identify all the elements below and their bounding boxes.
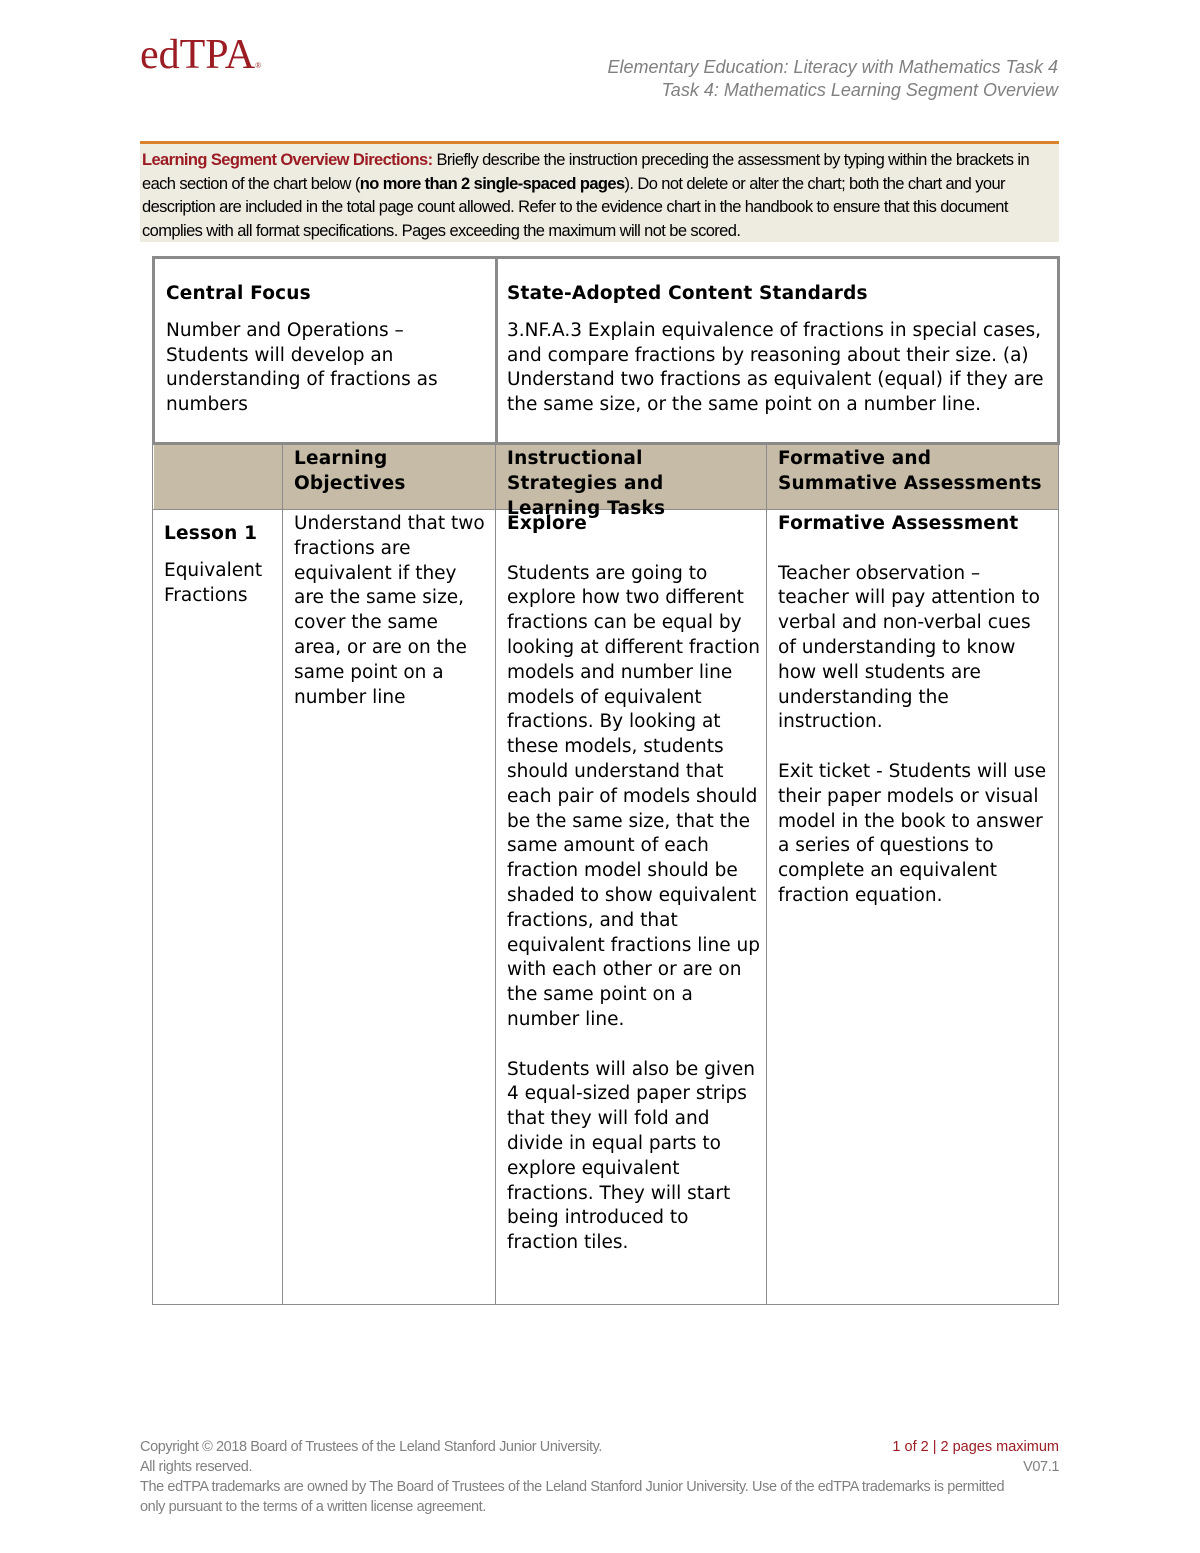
strategies-header-label: Instructional Strategies and Learning Tasks [507, 448, 666, 519]
assessments-header-label: Formative and Summative Assessments [778, 448, 1042, 494]
table-right-border [1058, 444, 1059, 1305]
objectives-header-label: Learning Objectives [294, 448, 406, 494]
learning-segment-table [152, 256, 1060, 1306]
lesson-subtitle: Equivalent Fractions [164, 559, 263, 606]
standards-cell [496, 272, 1058, 418]
table-bottom-line [152, 1304, 1059, 1305]
objective-text: Understand that two fractions are equivalent if they are the same size, cover the same area, or are on the same point on a number line [294, 513, 485, 708]
edtpa-logo [140, 34, 261, 76]
objectives-header [283, 446, 495, 497]
version-label: V07.1 [1023, 1459, 1059, 1475]
lesson-title: Lesson 1 [164, 523, 258, 544]
assessment-paragraph-1: Teacher observation – teacher will pay attention to verbal and non-verbal cues of understanding to know how well students are understanding the instruction. [778, 562, 1040, 733]
strategies-header [496, 446, 766, 521]
logo-text: edTPA [140, 32, 256, 78]
directions-box [140, 144, 1059, 242]
standards-title: State-Adopted Content Standards [507, 283, 868, 304]
strategy-paragraph-2: Students will also be given 4 equal-sized paper strips that they will fold and divide in equal parts to explore equivalent fractions. They will start being introduced to fraction tiles. [507, 1058, 756, 1254]
directions-text-1: Briefly describe the instruction preceding the assessment by typing within the brackets in each section of the chart below ( [142, 151, 1030, 193]
strategies-cell [496, 512, 766, 1256]
assessments-header [767, 446, 1058, 497]
trademark-text: The edTPA trademarks are owned by The Board of Trustees of the Leland Stanford Junior University. Use of the edTPA trademarks is permitted only pursuant to the terms of a written license agreement. [140, 1479, 1005, 1515]
objective-cell [283, 512, 495, 710]
assessments-cell [767, 512, 1058, 909]
directions-label: Learning Segment Overview Directions: [142, 151, 433, 169]
strategy-title: Explore [507, 513, 587, 534]
central-focus-cell [155, 272, 495, 418]
rights-text: All rights reserved. [140, 1459, 253, 1475]
assessment-title: Formative Assessment [778, 513, 1019, 534]
directions-page-limit: no more than 2 single-spaced pages [359, 174, 625, 193]
page-count: 1 of 2 | 2 pages maximum [892, 1439, 1059, 1455]
directions-text-2: ). Do not delete or alter the chart; both the chart and your description are included in the total page count allowed. Refer to the evidence chart in the handbook to ensure that this document complies with all format specifications. Pages exceeding the maximum will not be scored. [142, 174, 1008, 240]
page-footer [140, 1437, 1059, 1517]
assessment-paragraph-2: Exit ticket - Students will use their paper models or visual model in the book to answer a series of questions to complete an equivalent fraction equation. [778, 760, 1047, 906]
strategy-paragraph-1: Students are going to explore how two different fractions can be equal by looking at different fraction models and number line models of equivalent fractions. By looking at these models, students should understand that each pair of models should be the same size, that the same amount of each fraction model should be shaded to show equivalent fractions, and that equivalent fractions line up with each other or are on the same point on a number line. [507, 562, 760, 1030]
central-focus-title: Central Focus [166, 283, 311, 304]
document-header [607, 56, 1058, 102]
header-line-1: Elementary Education: Literacy with Mathematics Task 4 [607, 57, 1058, 77]
header-line-2: Task 4: Mathematics Learning Segment Overview [661, 80, 1058, 100]
standards-text: 3.NF.A.3 Explain equivalence of fractions in special cases, and compare fractions by reasoning about their size. (a) Understand two fractions as equivalent (equal) if they are the same size, or the same point on a number line. [507, 319, 1044, 416]
logo-trademark: ® [255, 61, 262, 70]
copyright-text: Copyright © 2018 Board of Trustees of the Leland Stanford Junior University. [140, 1439, 603, 1455]
lesson-cell [153, 512, 282, 608]
central-focus-text: Number and Operations – Students will develop an understanding of fractions as numbers [166, 319, 438, 416]
